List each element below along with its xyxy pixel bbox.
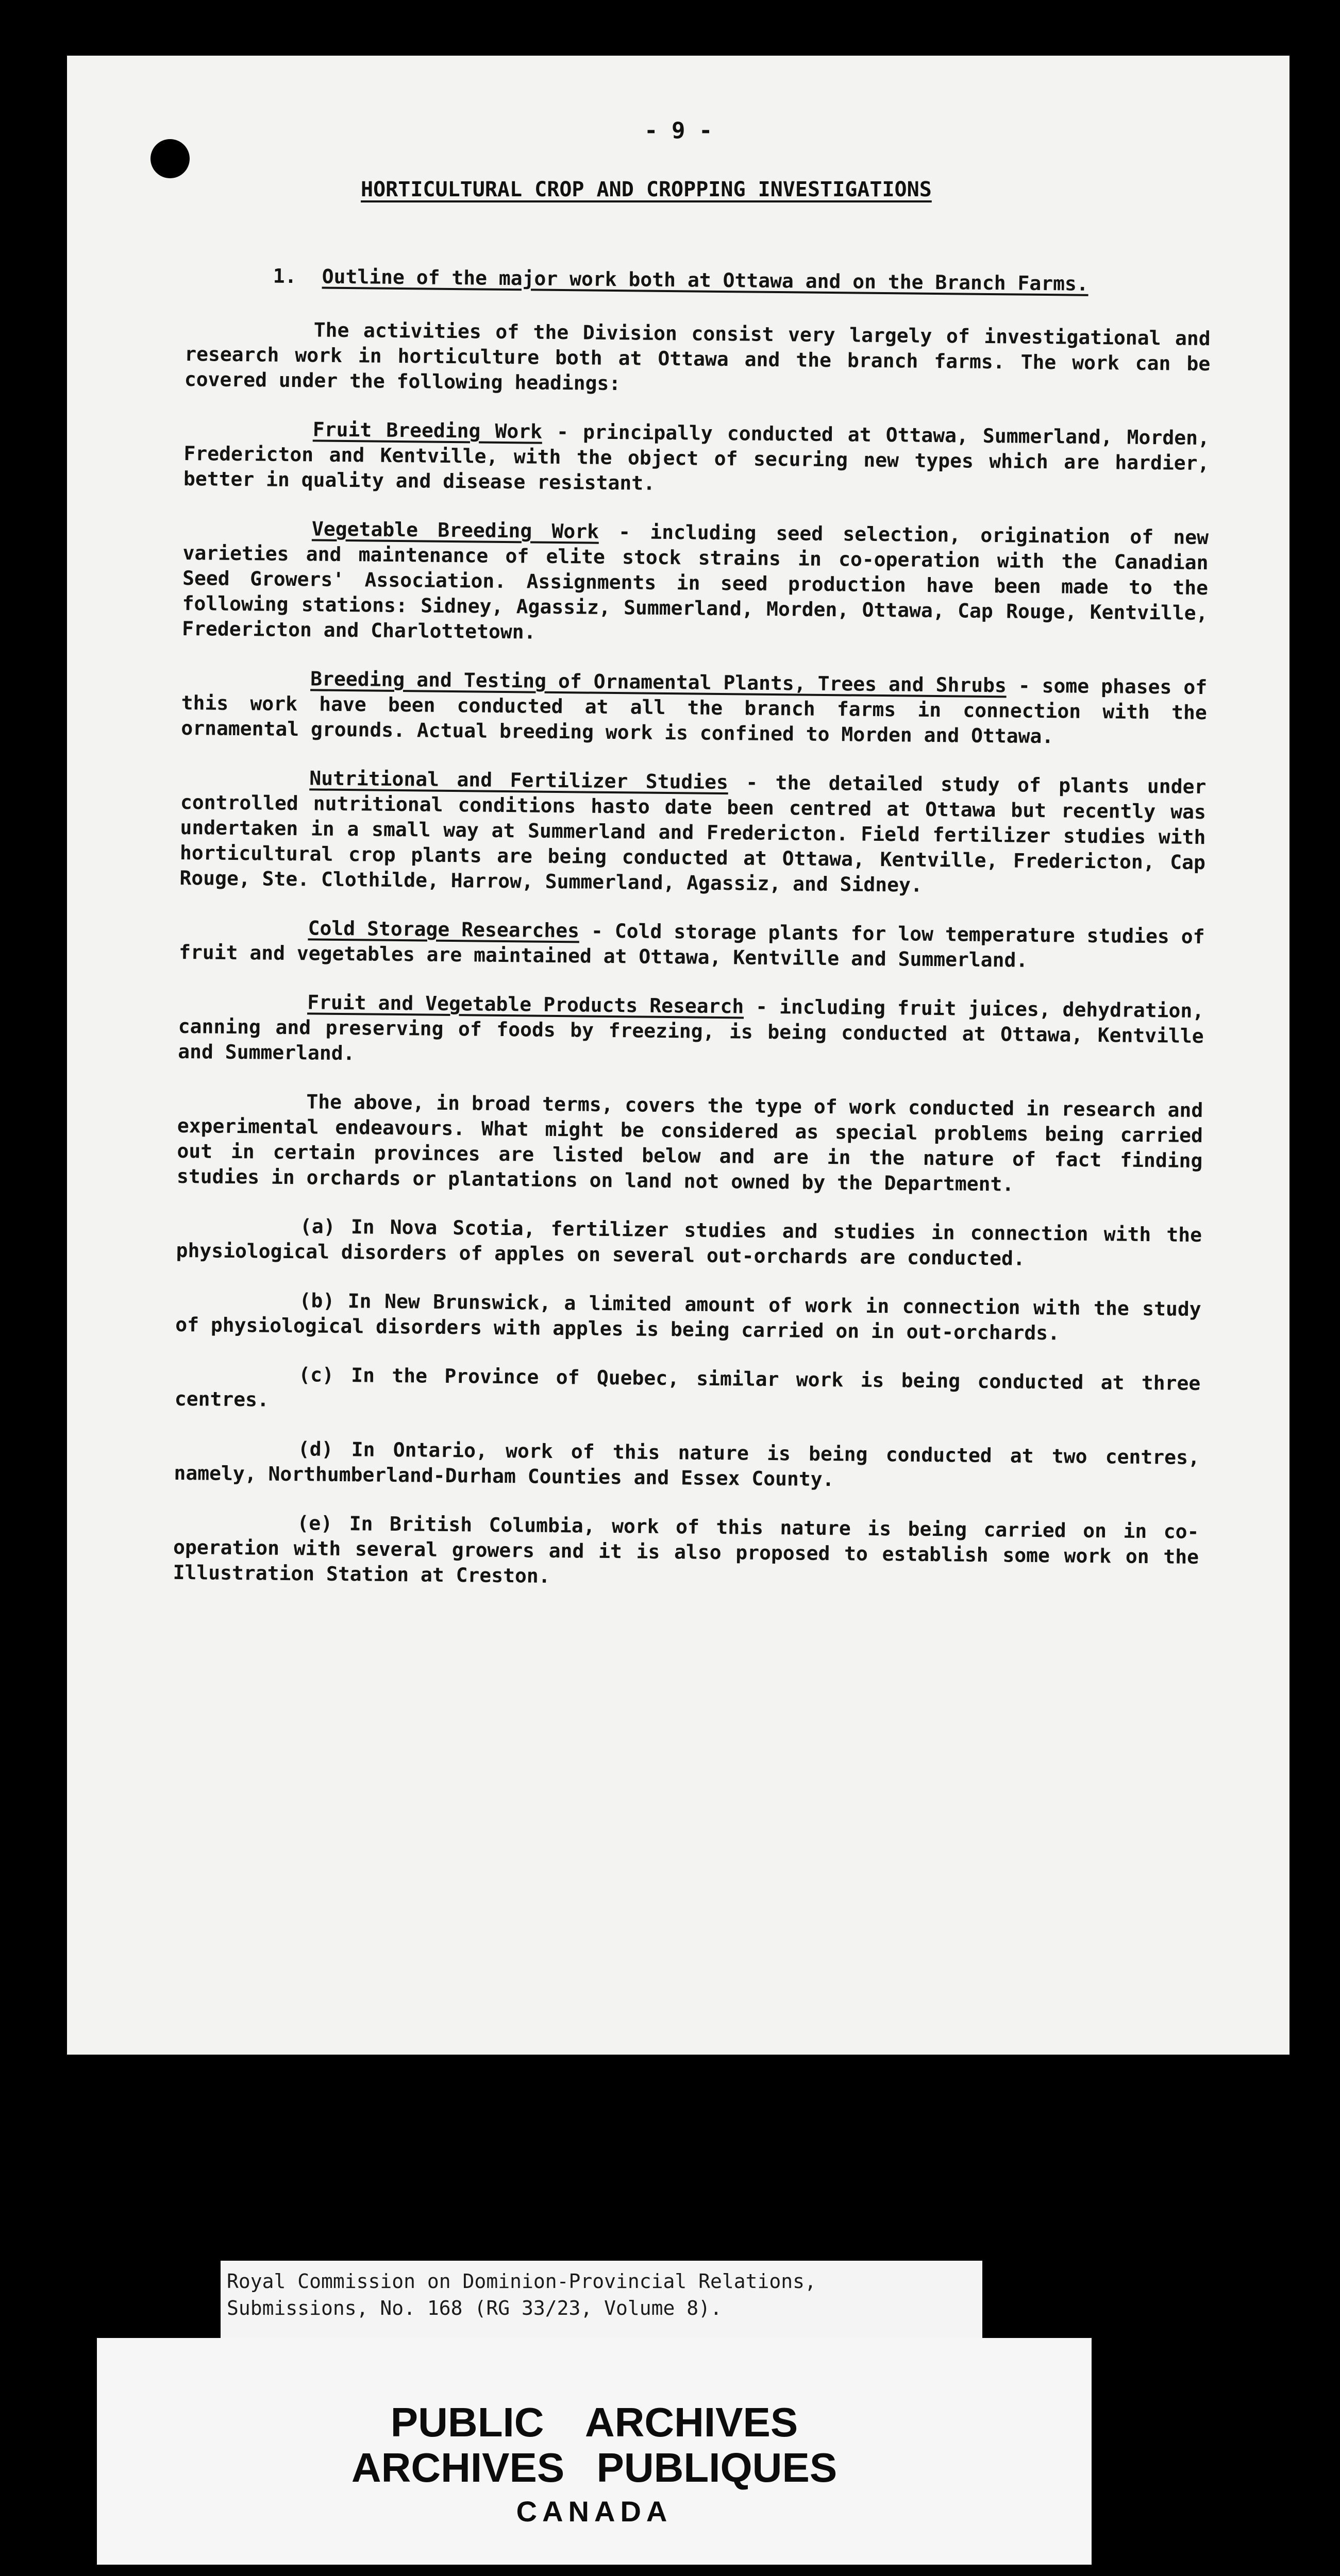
page-title: HORTICULTURAL CROP AND CROPPING INVESTIGATIONS (361, 178, 932, 201)
heading-title: Nutritional and Fertilizer Studies (309, 767, 729, 794)
province-item: (c) In the Province of Quebec, similar work is being conducted at three centres. (174, 1363, 1201, 1411)
heading-text: - the detailed study of plants under controlled nutritional conditions hasto date been centred at Ottawa but recently was undertaken in a small way at Summerland and Fredericton. Field fertilizer studies with horticultural crop plants are being conducted at Ottawa, Kentville, Fredericton, Cap Rouge, Ste. Clothilde, Harrow, Summerland, Agassiz, and Sidney. (179, 771, 1207, 896)
heading-title: Vegetable Breeding Work (311, 517, 599, 543)
stamp-line-country: CANADA (516, 2495, 673, 2528)
province-item: (e) In British Columbia, work of this nature is being carried on in co-operation with several growers and it is also proposed to establish some work on the Illustration Station at Creston. (173, 1512, 1199, 1587)
punch-hole (150, 139, 190, 178)
citation-slip (221, 2261, 982, 2338)
heading-title: Cold Storage Researches (308, 917, 580, 942)
stamp-line-french: ARCHIVES PUBLIQUES (351, 2445, 837, 2490)
heading-text: - Cold storage plants for low temperature studies of fruit and vegetables are maintained at Ottawa, Kentville and Summerland. (178, 919, 1205, 972)
section-title: Outline of the major work both at Ottawa and on the Branch Farms. (322, 265, 1088, 295)
section-number: 1. (273, 264, 297, 288)
heading-paragraph (183, 416, 1210, 501)
heading-title: Fruit and Vegetable Products Research (307, 991, 744, 1018)
citation-line: Royal Commission on Dominion-Provincial Relations, (227, 2270, 816, 2293)
heading-text: - principally conducted at Ottawa, Summerland, Morden, Fredericton and Kentville, with the object of securing new types which are hardier, better in quality and disease resistant. (183, 420, 1210, 495)
heading-text: - some phases of this work have been conducted at all the branch farms in connection with the ornamental grounds. Actual breeding work is confined to Morden and Ottawa. (181, 674, 1208, 748)
archive-stamp (97, 2338, 1092, 2565)
heading-paragraph (179, 765, 1206, 901)
heading-paragraph (181, 665, 1207, 751)
document-body (173, 263, 1211, 1619)
intro-paragraph: The activities of the Division consist very largely of investigational and research work in horticulture both at Ottawa and the branch farms. The work can be covered under the following headings: (184, 318, 1211, 395)
stamp-line-english: PUBLIC ARCHIVES (390, 2399, 798, 2445)
province-item: (b) In New Brunswick, a limited amount of work in connection with the study of physiological disorders with apples is being carried on in out-orchards. (175, 1289, 1201, 1345)
summary-paragraph: The above, in broad terms, covers the type of work conducted in research and experimental endeavours. What might be considered as special problems being carried out in certain provinces are listed below and are in the nature of fact finding studies in orchards or plantations on land not owned by the Department. (176, 1090, 1203, 1196)
citation-line: Submissions, No. 168 (RG 33/23, Volume 8). (227, 2297, 722, 2319)
page-number: - 9 - (644, 117, 713, 144)
heading-title: Fruit Breeding Work (312, 418, 543, 443)
heading-paragraph (182, 515, 1209, 651)
province-item: (a) In Nova Scotia, fertilizer studies and studies in connection with the physiological disorders of apples on several out-orchards are conducted. (176, 1215, 1202, 1270)
heading-paragraph (178, 989, 1204, 1074)
province-item: (d) In Ontario, work of this nature is being conducted at two centres, namely, Northumberland-Durham Counties and Essex County. (174, 1437, 1200, 1491)
heading-text: - including seed selection, origination of new varieties and maintenance of elite stock strains in co-operation with the Canadian Seed Growers' Association. Assignments in seed production have been made to the following stations: Sidney, Agassiz, Summerland, Morden, Ottawa, Cap Rouge, Kentville, Fredericton and Charlottetown. (181, 520, 1209, 643)
heading-paragraph (179, 914, 1205, 975)
heading-title: Breeding and Testing of Ornamental Plants, Trees and Shrubs (310, 667, 1007, 697)
heading-text: - including fruit juices, dehydration, canning and preserving of foods by freezing, is being conducted at Ottawa, Kentville and Summerland. (178, 995, 1204, 1065)
